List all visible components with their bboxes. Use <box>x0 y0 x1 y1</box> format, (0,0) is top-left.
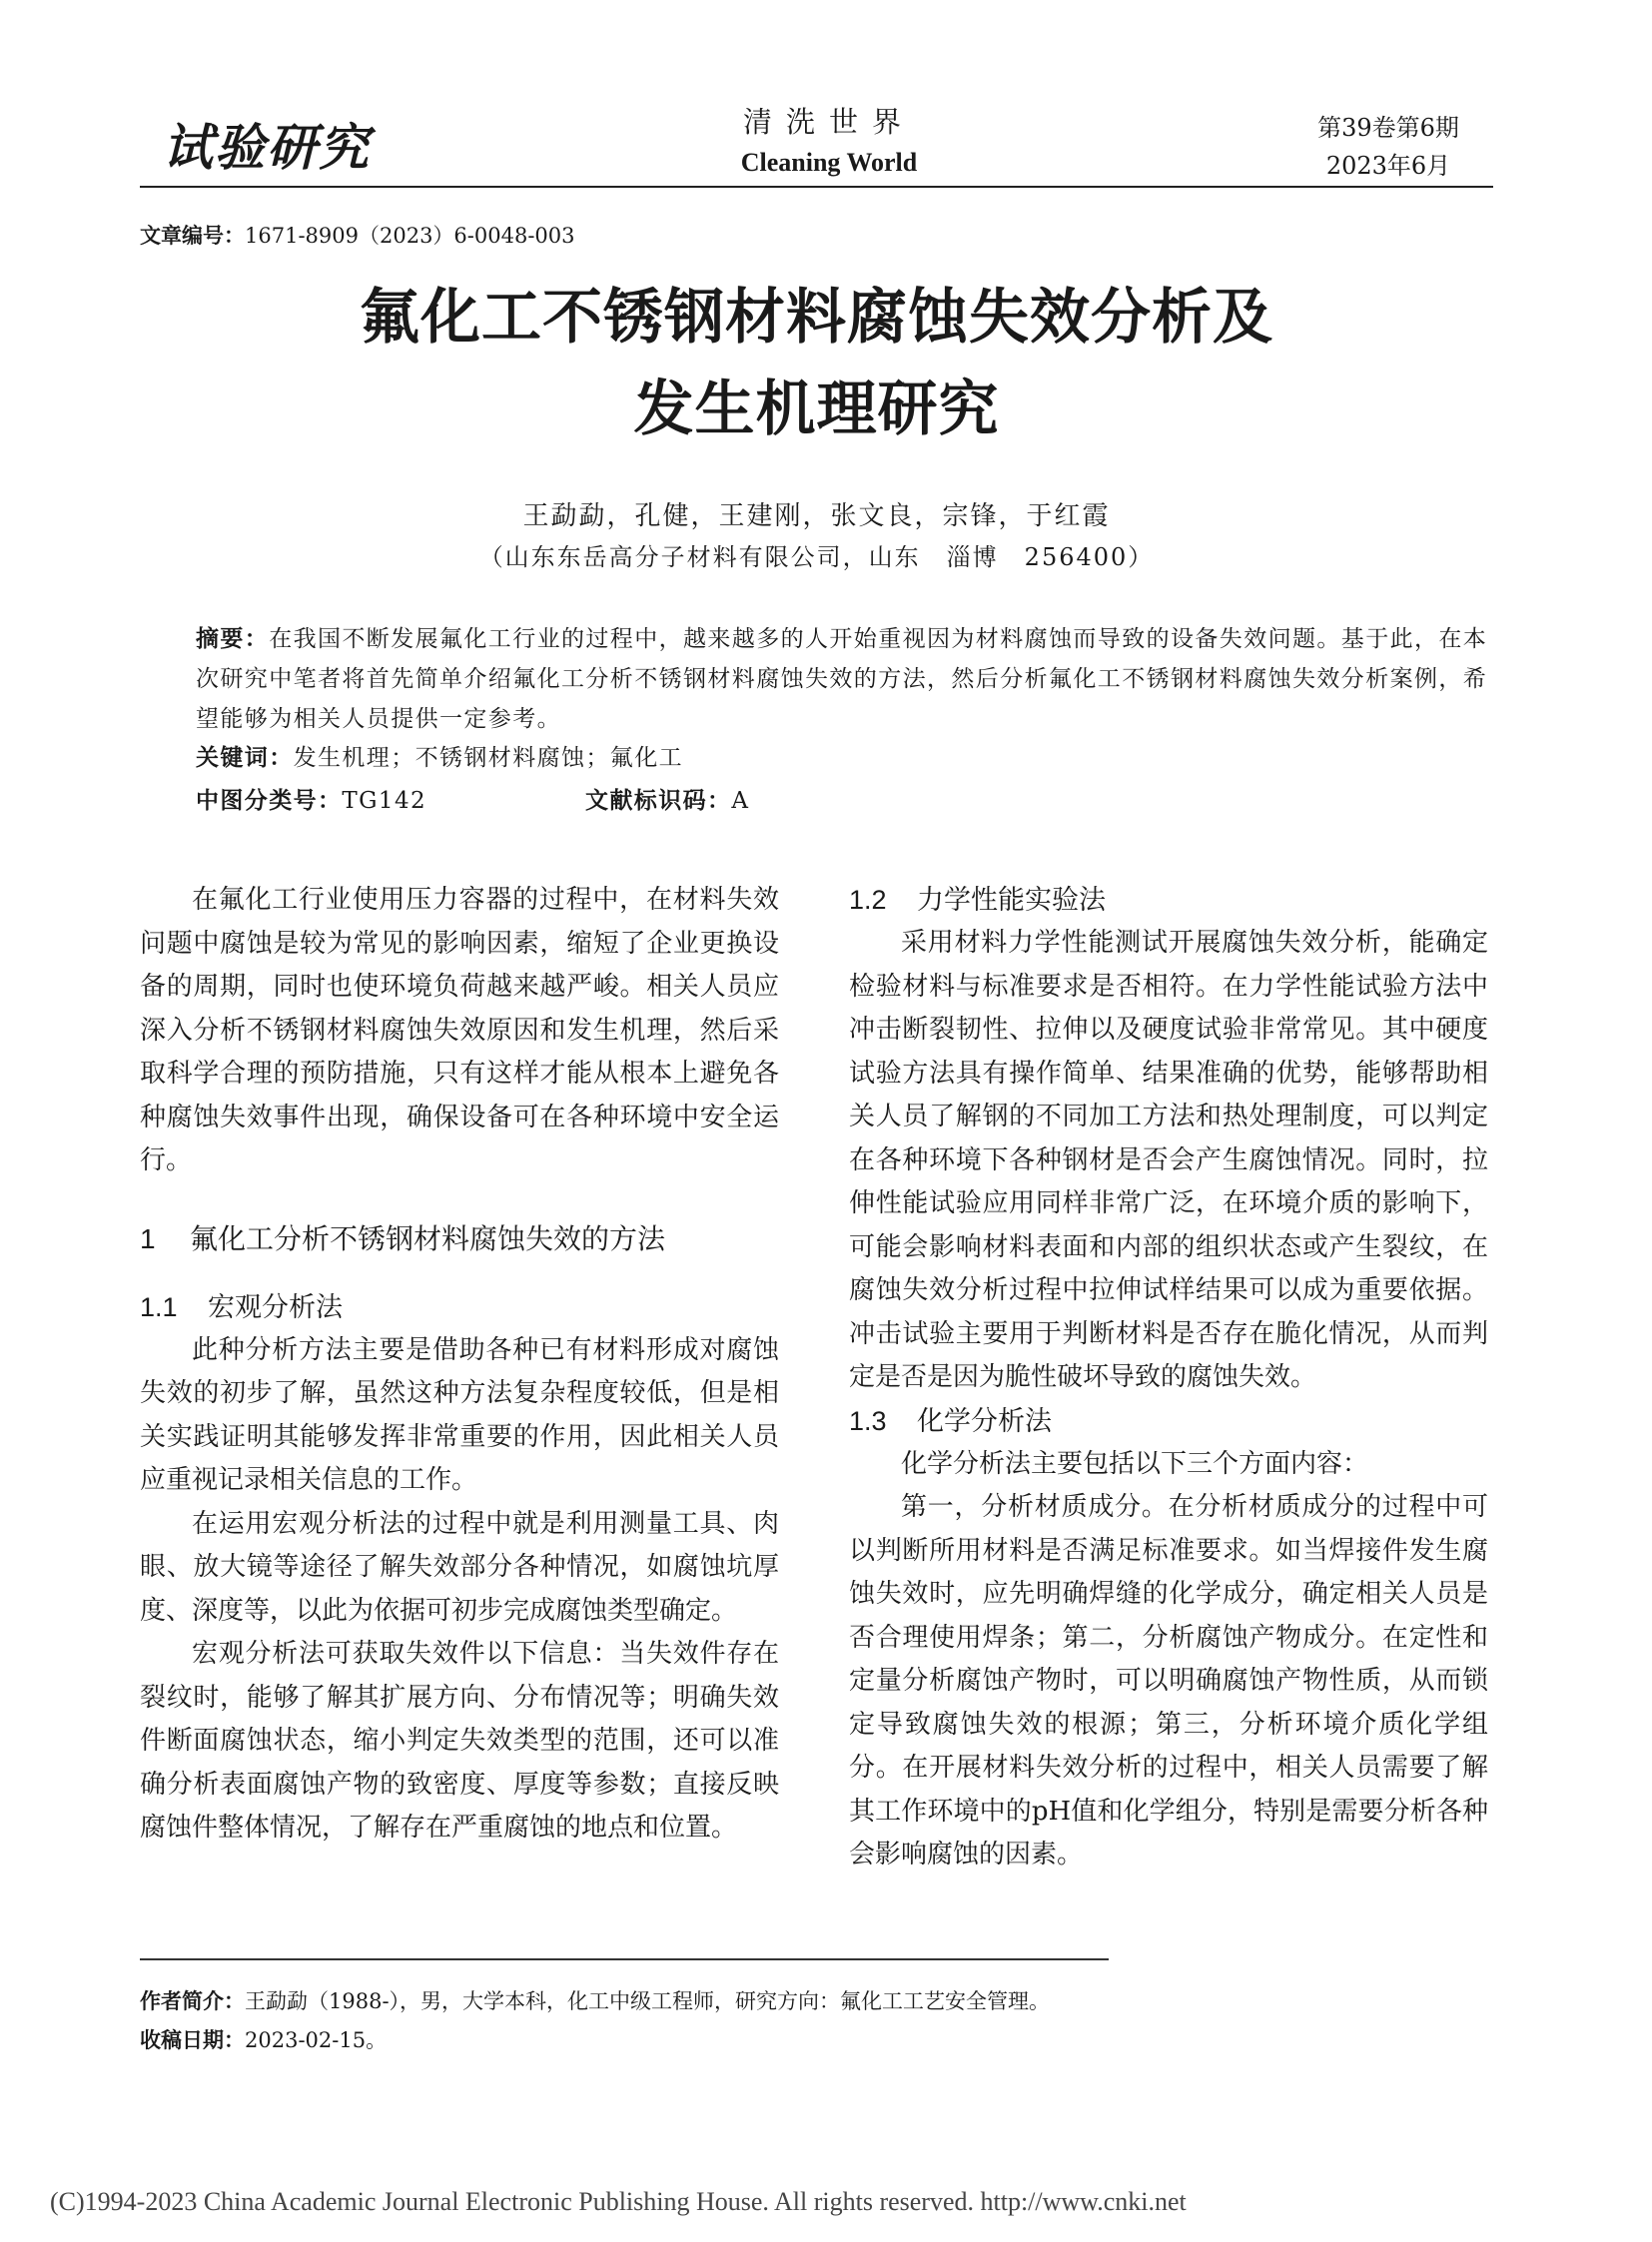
section-1-1-heading <box>140 1286 779 1329</box>
classification-value: TG142 <box>342 788 427 814</box>
document-code <box>585 782 749 815</box>
section-1-1-paragraph-1: 此种分析方法主要是借助各种已有材料形成对腐蚀失效的初步了解，虽然这种方法复杂程度较低，但是相关实践证明其能够发挥非常重要的作用，因此相关人员应重视记录相关信息的工作。 <box>140 1334 779 1495</box>
body-column-left <box>140 879 779 1851</box>
volume-issue: 第39卷第6期 <box>1317 114 1459 142</box>
section-1-2-number: 1.2 <box>849 885 887 915</box>
author-bio-label: 作者简介： <box>140 1989 245 2013</box>
document-code-value: A <box>731 788 750 814</box>
journal-name-cn: 清洗世界 <box>742 105 915 139</box>
author-list: 王勐勐，孔健，王建刚，张文良，宗锋，于红霞 <box>522 501 1111 531</box>
section-1-1-number: 1.1 <box>140 1291 178 1322</box>
section-1-number: 1 <box>140 1222 156 1254</box>
abstract-text: 在我国不断发展氟化工行业的过程中，越来越多的人开始重视因为材料腐蚀而导致的设备失效问题。基于此，在本次研究中笔者将首先简单介绍氟化工分析不锈钢材料腐蚀失效的方法，然后分析氟化工不锈钢材料腐蚀失效分析案例，希望能够为相关人员提供一定参考。 <box>196 626 1488 732</box>
section-1-2-heading <box>849 879 1488 922</box>
author-bio <box>140 1985 1050 2015</box>
affiliation: （山东东岳高分子材料有限公司，山东 淄博 256400） <box>478 543 1155 571</box>
header-divider <box>140 186 1493 188</box>
body-column-right <box>849 879 1488 1877</box>
section-1-3-paragraph-1: 化学分析法主要包括以下三个方面内容： <box>901 1448 1369 1479</box>
keywords <box>196 739 683 772</box>
section-1-title: 氟化工分析不锈钢材料腐蚀失效的方法 <box>190 1221 666 1255</box>
issue-date: 2023年6月 <box>1325 152 1451 180</box>
received-date-value: 2023-02-15。 <box>245 2028 388 2052</box>
article-number-label: 文章编号： <box>140 224 245 248</box>
intro-paragraph: 在氟化工行业使用压力容器的过程中，在材料失效问题中腐蚀是较为常见的影响因素，缩短了企业更换设备的周期，同时也使环境负荷越来越严峻。相关人员应深入分析不锈钢材料腐蚀失效原因和发生机理，然后采取科学合理的预防措施，只有这样才能从根本上避免各种腐蚀失效事件出现，确保设备可在各种环境中安全运行。 <box>140 885 779 1175</box>
received-date <box>140 2024 387 2054</box>
section-1-1-paragraph-2: 在运用宏观分析法的过程中就是利用测量工具、肉眼、放大镜等途径了解失效部分各种情况，如腐蚀坑厚度、深度等，以此为依据可初步完成腐蚀类型确定。 <box>140 1508 779 1626</box>
section-1-heading <box>140 1217 779 1260</box>
title-line-1: 氟化工不锈钢材料腐蚀失效分析及 <box>360 283 1273 353</box>
received-date-label: 收稿日期： <box>140 2028 245 2052</box>
document-code-label: 文献标识码： <box>585 788 732 814</box>
section-1-3-heading <box>849 1400 1488 1443</box>
section-1-1-paragraph-3: 宏观分析法可获取失效件以下信息：当失效件存在裂纹时，能够了解其扩展方向、分布情况等；明确失效件断面腐蚀状态，缩小判定失效类型的范围，还可以准确分析表面腐蚀产物的致密度、厚度等参数；直接反映腐蚀件整体情况，了解存在严重腐蚀的地点和位置。 <box>140 1639 779 1843</box>
section-1-2-paragraph-1: 采用材料力学性能测试开展腐蚀失效分析，能确定检验材料与标准要求是否相符。在力学性能试验方法中冲击断裂韧性、拉伸以及硬度试验非常常见。其中硬度试验方法具有操作简单、结果准确的优势，能够帮助相关人员了解钢的不同加工方法和热处理制度，可以判定在各种环境下各种钢材是否会产生腐蚀情况。同时，拉伸性能试验应用同样非常广泛，在环境介质的影响下，可能会影响材料表面和内部的组织状态或产生裂纹，在腐蚀失效分析过程中拉伸试样结果可以成为重要依据。冲击试验主要用于判断材料是否存在脆化情况，从而判定是否是因为脆性破坏导致的腐蚀失效。 <box>849 928 1488 1392</box>
classification <box>196 782 426 815</box>
copyright-notice: (C)1994-2023 China Academic Journal Electronic Publishing House. All rights reserved. http://www.cnki.net <box>50 2187 1187 2216</box>
footnote-divider <box>140 1958 1109 1960</box>
section-1-3-number: 1.3 <box>849 1405 887 1436</box>
section-1-3-title: 化学分析法 <box>917 1405 1052 1437</box>
article-number-value: 1671-8909（2023）6-0048-003 <box>245 224 575 248</box>
author-bio-text: 王勐勐（1988-），男，大学本科，化工中级工程师，研究方向：氟化工工艺安全管理。 <box>245 1989 1051 2013</box>
journal-name-en: Cleaning World <box>740 148 918 177</box>
abstract-label: 摘要： <box>196 626 270 652</box>
title-line-2: 发生机理研究 <box>633 374 1000 444</box>
section-tag: 试验研究 <box>163 118 371 177</box>
abstract <box>196 619 1494 739</box>
section-1-3-paragraph-2: 第一，分析材质成分。在分析材质成分的过程中可以判断所用材料是否满足标准要求。如当焊接件发生腐蚀失效时，应先明确焊缝的化学成分，确定相关人员是否合理使用焊条；第二，分析腐蚀产物成分。在定性和定量分析腐蚀产物时，可以明确腐蚀产物性质，从而锁定导致腐蚀失效的根源；第三，分析环境介质化学组分。在开展材料失效分析的过程中，相关人员需要了解其工作环境中的pH值和化学组分，特别是需要分析各种会影响腐蚀的因素。 <box>849 1492 1488 1869</box>
keywords-text: 发生机理；不锈钢材料腐蚀；氟化工 <box>293 745 684 771</box>
section-1-2-title: 力学性能实验法 <box>917 885 1106 916</box>
classification-label: 中图分类号： <box>196 788 343 814</box>
section-1-1-title: 宏观分析法 <box>208 1291 343 1323</box>
keywords-label: 关键词： <box>196 745 294 771</box>
article-number <box>140 220 575 250</box>
